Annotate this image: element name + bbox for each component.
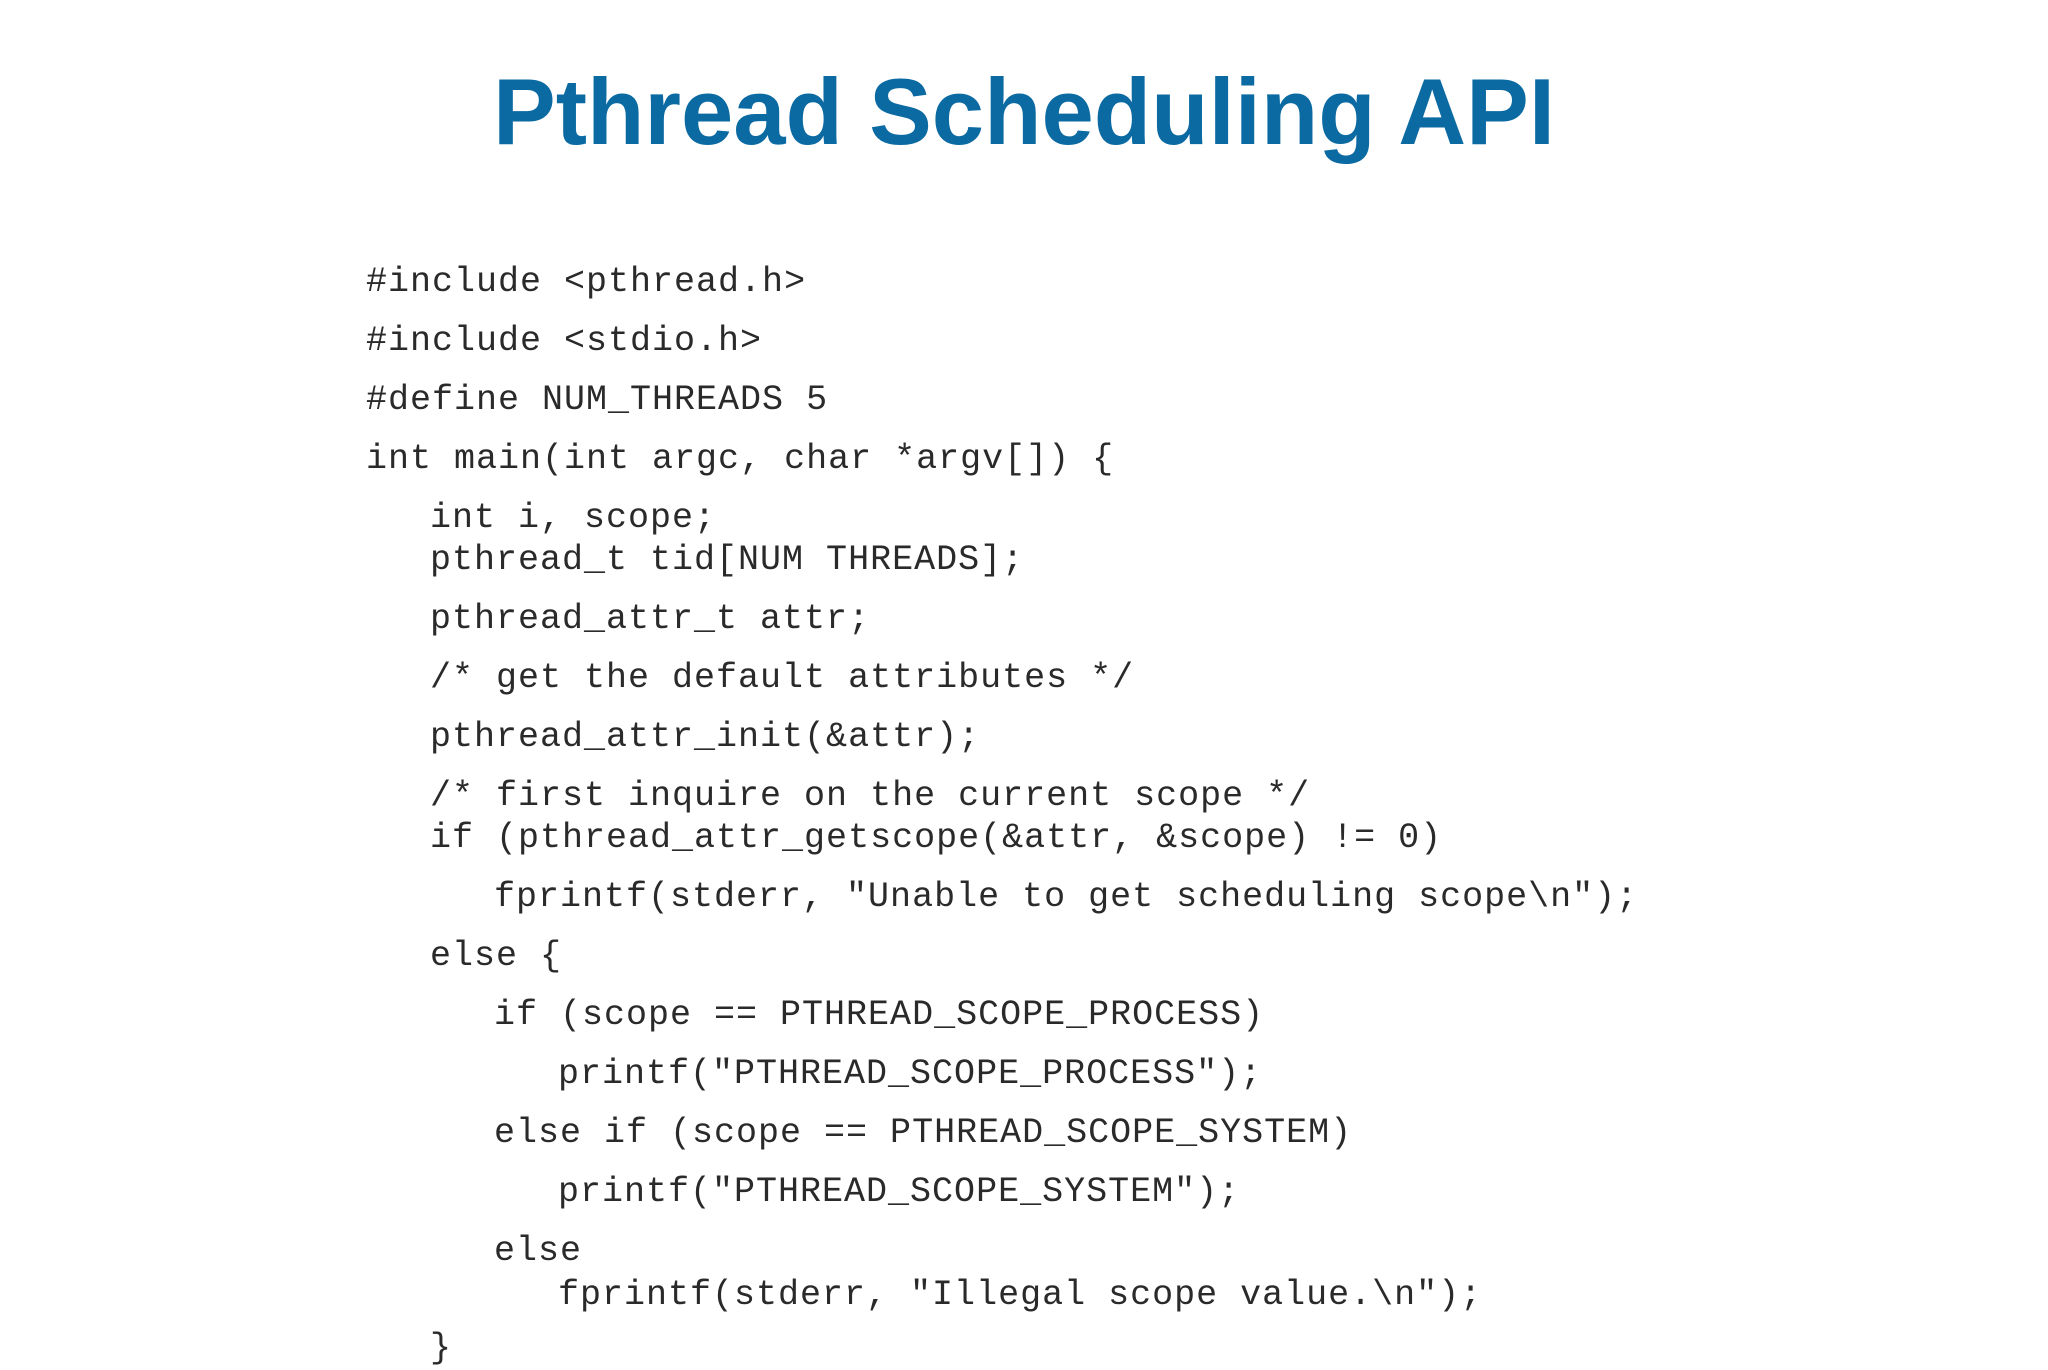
code-line: #include <stdio.h> bbox=[366, 321, 763, 361]
code-line: pthread_attr_init(&attr); bbox=[430, 717, 981, 757]
code-line: /* get the default attributes */ bbox=[430, 658, 1135, 698]
code-line: if (scope == PTHREAD_SCOPE_PROCESS) bbox=[494, 995, 1265, 1035]
code-line: else bbox=[494, 1231, 583, 1271]
code-line: int main(int argc, char *argv[]) { bbox=[366, 439, 1115, 479]
code-line: printf("PTHREAD_SCOPE_PROCESS"); bbox=[558, 1054, 1263, 1094]
code-line: else { bbox=[430, 936, 563, 976]
code-line: else if (scope == PTHREAD_SCOPE_SYSTEM) bbox=[494, 1113, 1353, 1153]
code-line: /* first inquire on the current scope */ bbox=[430, 776, 1311, 816]
code-line: #define NUM_THREADS 5 bbox=[366, 380, 829, 420]
code-line: printf("PTHREAD_SCOPE_SYSTEM"); bbox=[558, 1172, 1241, 1212]
code-line: int i, scope; bbox=[430, 498, 717, 538]
code-line: pthread_t tid[NUM THREADS]; bbox=[430, 540, 1025, 580]
code-line: #include <pthread.h> bbox=[366, 262, 807, 302]
code-line: pthread_attr_t attr; bbox=[430, 599, 871, 639]
code-line: if (pthread_attr_getscope(&attr, &scope) != 0) bbox=[430, 818, 1443, 858]
code-line: } bbox=[430, 1328, 453, 1368]
slide-title: Pthread Scheduling API bbox=[493, 59, 1555, 164]
code-line: fprintf(stderr, "Unable to get scheduling scope\n"); bbox=[494, 877, 1639, 917]
code-line: fprintf(stderr, "Illegal scope value.\n"); bbox=[558, 1275, 1483, 1315]
